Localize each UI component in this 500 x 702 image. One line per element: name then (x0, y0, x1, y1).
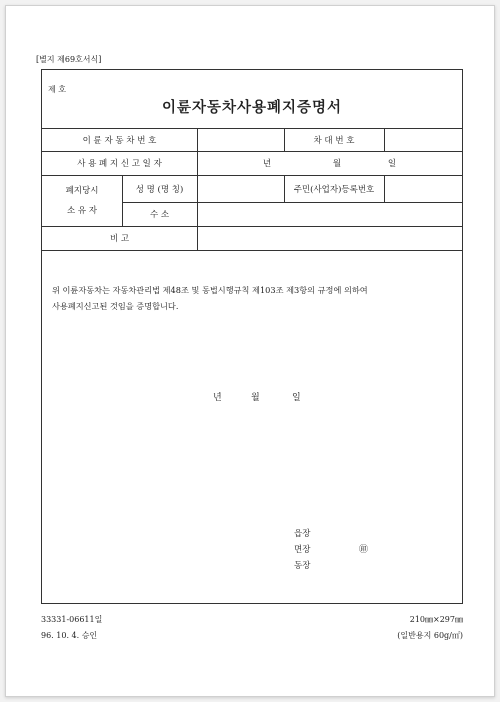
statement-line-1: 위 이륜자동차는 자동차관리법 제48조 및 동법시행규칙 제103조 제3항의 규정에 의하여 (52, 285, 368, 295)
resident-number-value[interactable] (384, 175, 464, 202)
form-label: [별지 제69호서식] (36, 55, 102, 64)
vehicle-number-value[interactable] (197, 128, 284, 151)
issue-date-day: 일 (292, 393, 301, 403)
owner-group-label-line1: 폐지당시 (65, 186, 99, 196)
remarks-label: 비 고 (109, 234, 130, 244)
certificate-frame (41, 69, 463, 604)
form-code: 33331-06611일 (41, 615, 103, 624)
signatory-myeon: 면장 (294, 545, 311, 555)
owner-group-label-line2: 소 유 자 (66, 206, 98, 216)
signatory-eup: 읍장 (294, 529, 311, 539)
chassis-number-label: 차 대 번 호 (313, 135, 355, 146)
issue-date-month: 월 (251, 393, 260, 403)
owner-name-label: 성 명 (명 칭) (135, 184, 184, 195)
cancel-date-label: 사 용 폐 지 신 고 일 자 (77, 159, 162, 169)
issue-date-year: 년 (213, 393, 222, 403)
owner-name-value[interactable] (197, 175, 284, 202)
document-page (5, 5, 495, 697)
owner-address-value[interactable] (197, 202, 464, 226)
paper-type: (일반용지 60g/㎡) (397, 631, 463, 640)
vehicle-number-label: 이 륜 자 동 차 번 호 (82, 135, 157, 146)
statement-line-2: 사용폐지신고된 것임을 증명합니다. (52, 301, 179, 311)
seal-mark-icon: ㊞ (359, 545, 369, 555)
cancel-date-month: 월 (332, 159, 342, 169)
cancel-date-year: 년 (262, 159, 272, 169)
paper-size: 210㎜×297㎜ (409, 615, 463, 624)
document-number-label: 제 호 (48, 85, 66, 94)
resident-number-label: 주민(사업자)등록번호 (293, 184, 375, 195)
owner-address-label: 수 소 (149, 210, 170, 220)
signatory-dong: 동장 (294, 561, 311, 571)
document-title: 이륜자동차사용폐지증명서 (161, 99, 343, 116)
remarks-value[interactable] (197, 226, 464, 250)
cancel-date-day: 일 (387, 159, 397, 169)
chassis-number-value[interactable] (384, 128, 464, 151)
approval-date: 96. 10. 4. 승인 (41, 631, 98, 640)
table-line (42, 250, 462, 251)
